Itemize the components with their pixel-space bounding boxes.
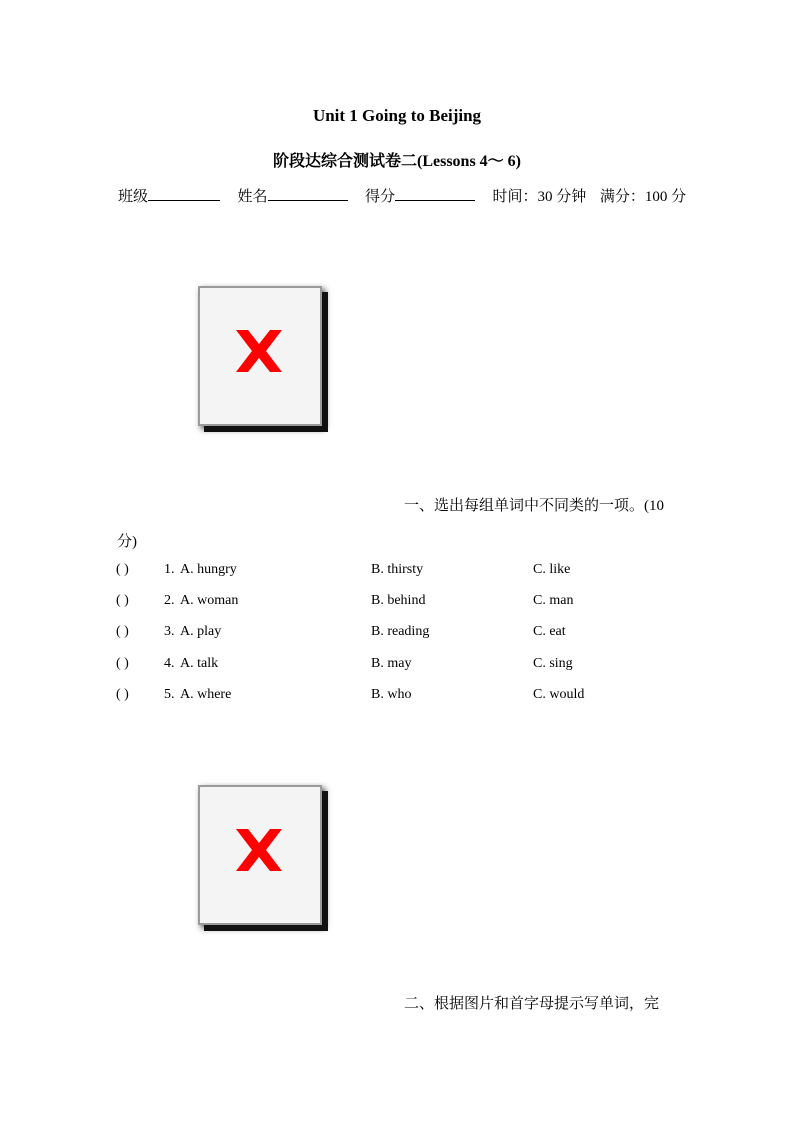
question-number: 4. — [164, 656, 175, 671]
page-title: Unit 1 Going to Beijing — [312, 106, 482, 125]
option-a: A. woman — [180, 593, 239, 608]
option-c: C. would — [533, 687, 585, 702]
answer-paren[interactable]: ( ) — [116, 562, 129, 577]
section1-heading-line1: 一、选出每组单词中不同类的一项。(10 — [404, 498, 664, 514]
question-row — [116, 624, 716, 644]
question-number: 3. — [164, 624, 175, 639]
page-subtitle: 阶段达综合测试卷二(Lessons 4～ 6) — [272, 153, 521, 170]
question-number: 5. — [164, 687, 175, 702]
class-label: 班级 — [118, 189, 149, 205]
red-x-icon — [230, 825, 288, 875]
question-row — [116, 656, 716, 676]
option-a: A. talk — [180, 656, 219, 671]
answer-paren[interactable]: ( ) — [116, 687, 129, 702]
option-b: B. may — [371, 656, 412, 671]
option-c: C. sing — [533, 656, 573, 671]
question-row — [116, 687, 716, 707]
section1-heading-line2: 分) — [117, 534, 137, 550]
option-b: B. who — [371, 687, 412, 702]
full-score-text: 满分：100 分 — [599, 189, 687, 205]
option-c: C. like — [533, 562, 571, 577]
question-row — [116, 593, 716, 613]
red-x-icon — [230, 326, 288, 376]
option-b: B. behind — [371, 593, 426, 608]
option-b: B. reading — [371, 624, 430, 639]
option-b: B. thirsty — [371, 562, 424, 577]
name-blank[interactable] — [268, 186, 348, 201]
name-label: 姓名 — [237, 189, 268, 205]
option-a: A. where — [180, 687, 232, 702]
broken-image-icon — [198, 785, 322, 925]
option-c: C. man — [533, 593, 574, 608]
answer-paren[interactable]: ( ) — [116, 624, 129, 639]
class-blank[interactable] — [148, 186, 220, 201]
option-a: A. play — [180, 624, 222, 639]
option-c: C. eat — [533, 624, 566, 639]
score-blank[interactable] — [395, 186, 475, 201]
broken-image-icon — [198, 286, 322, 426]
question-number: 2. — [164, 593, 175, 608]
score-label: 得分 — [365, 189, 396, 205]
time-text: 时间：30 分钟 — [492, 189, 587, 205]
question-row — [116, 562, 716, 582]
option-a: A. hungry — [180, 562, 237, 577]
answer-paren[interactable]: ( ) — [116, 656, 129, 671]
section2-heading-line1: 二、根据图片和首字母提示写单词，完 — [404, 996, 660, 1012]
answer-paren[interactable]: ( ) — [116, 593, 129, 608]
student-info-line — [118, 185, 686, 206]
question-number: 1. — [164, 562, 175, 577]
